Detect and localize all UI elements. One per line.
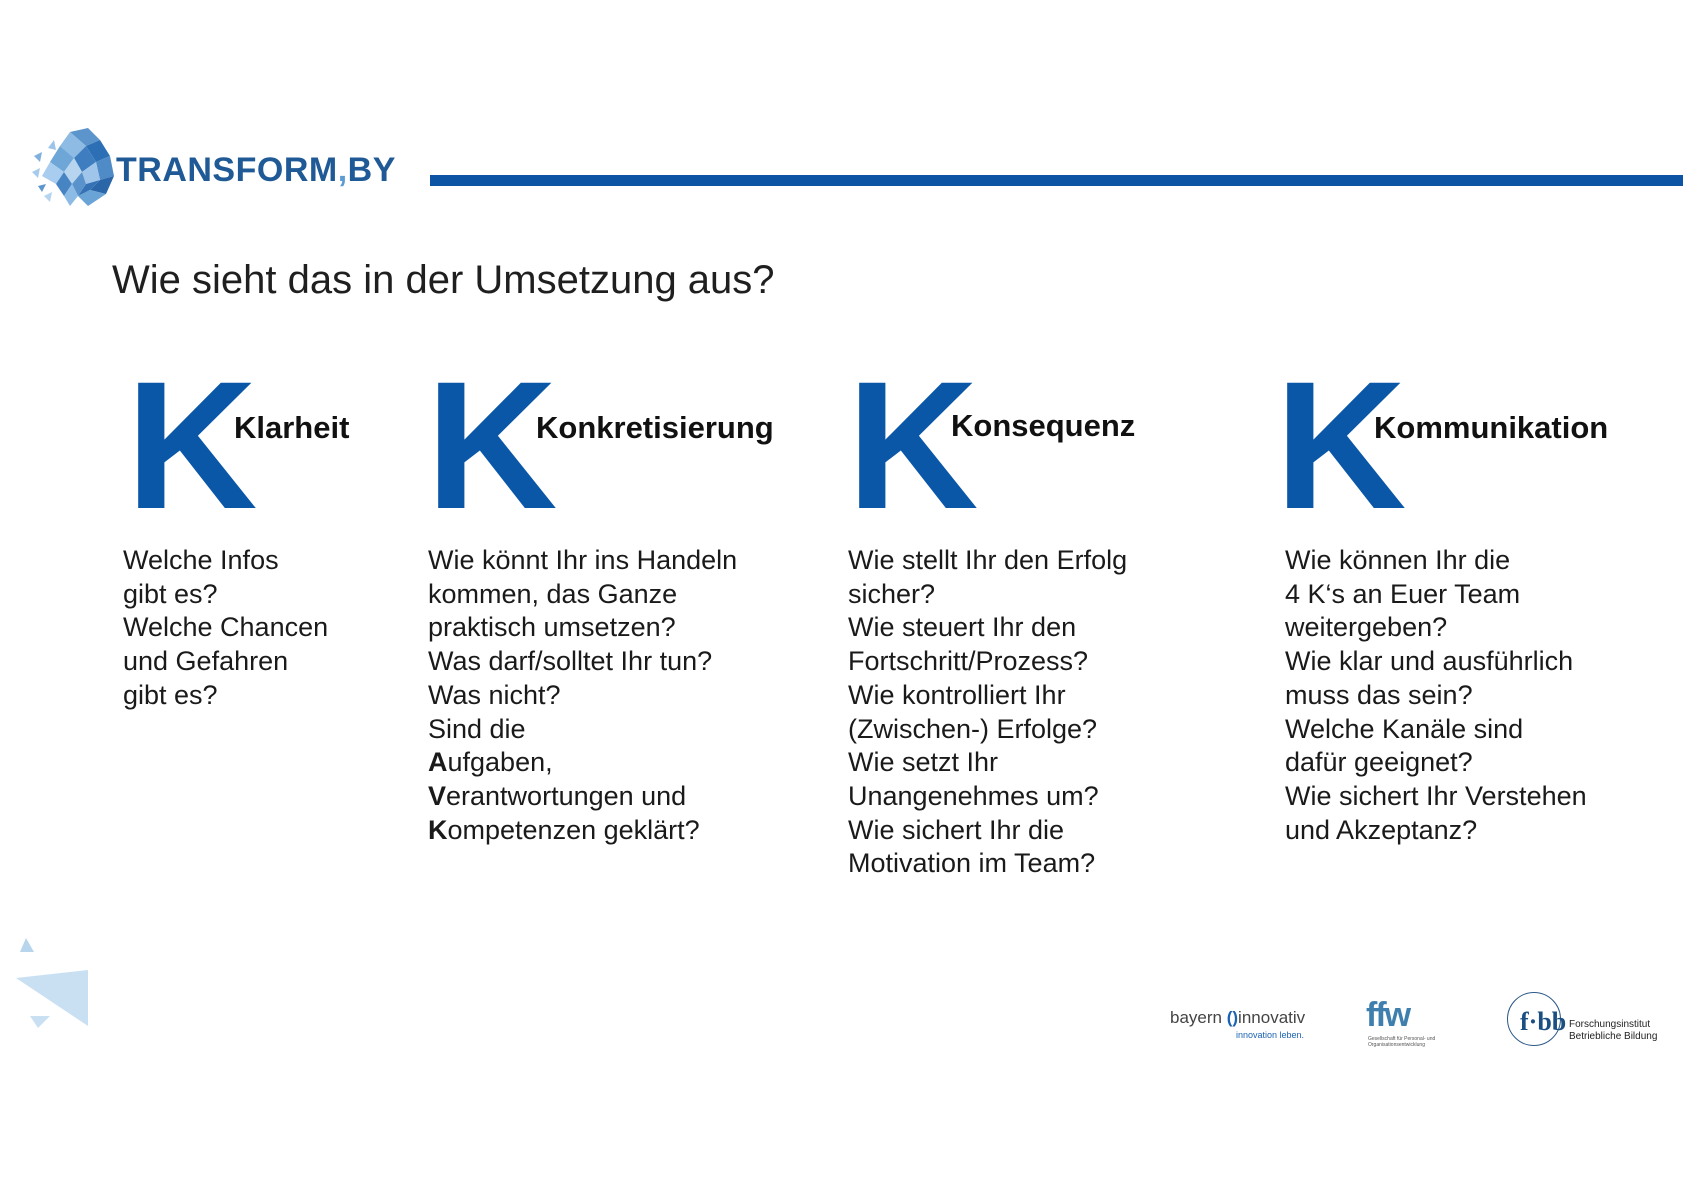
list-item: Verantwortungen und (428, 780, 687, 811)
list-item: sicher? (848, 578, 936, 609)
questions-konkretisierung (428, 544, 737, 847)
emphasis-initial: K (428, 814, 448, 845)
list-item: Wie können Ihr die (1285, 545, 1511, 575)
list-item: Kompetenzen geklärt? (428, 814, 700, 845)
list-item: Wie könnt Ihr ins Handeln (428, 545, 738, 575)
list-item: praktisch umsetzen? (428, 612, 676, 643)
k-letter: K (426, 343, 558, 547)
k-label-konsequenz: Konsequenz (951, 408, 1136, 443)
brain-network-icon (30, 126, 116, 210)
bracket-icon: () (1226, 1008, 1239, 1027)
fbb-logo: f·bb Forschungsinstitut Betriebliche Bildung (1507, 992, 1657, 1052)
decorative-triangles-icon (14, 936, 94, 1036)
list-item: Welche Chancen (123, 612, 329, 643)
list-item: Wie sichert Ihr die (848, 814, 1065, 845)
list-item: Sind die (428, 713, 526, 744)
list-item: und Gefahren (123, 646, 289, 677)
emphasis-initial: A (428, 747, 448, 778)
list-item: kommen, das Ganze (428, 578, 678, 609)
k-letter: K (1275, 343, 1407, 547)
list-item: Welche Infos (123, 545, 279, 575)
list-item: muss das sein? (1285, 679, 1473, 710)
emphasis-initial: V (428, 780, 447, 811)
page-title: Wie sieht das in der Umsetzung aus? (112, 258, 775, 302)
list-item: Was darf/solltet Ihr tun? (428, 646, 713, 677)
list-item: Motivation im Team? (848, 848, 1096, 879)
k-label-klarheit: Klarheit (234, 410, 350, 445)
transform-by-logo (30, 126, 420, 210)
list-item: Wie setzt Ihr (848, 747, 999, 778)
brand-wordmark: TRANSFORM,BY (116, 151, 396, 189)
list-item: Aufgaben, (428, 747, 553, 778)
list-item: gibt es? (123, 679, 218, 710)
list-item: Wie kontrolliert Ihr (848, 679, 1066, 710)
list-item: Wie klar und ausführlich (1285, 646, 1574, 677)
k-label-konkretisierung: Konkretisierung (536, 410, 774, 445)
list-item: weitergeben? (1285, 612, 1448, 643)
list-item: (Zwischen-) Erfolge? (848, 713, 1098, 744)
header-divider (430, 175, 1683, 186)
list-item: dafür geeignet? (1285, 747, 1473, 778)
list-item: 4 K‘s an Euer Team (1285, 578, 1521, 609)
ffw-logo: ffw Gesellschaft für Personal- und Organisationsentwicklung (1366, 996, 1436, 1048)
k-letter: K (126, 343, 258, 547)
list-item: und Akzeptanz? (1285, 814, 1478, 845)
list-item: Unangenehmes um? (848, 780, 1099, 811)
list-item: Fortschritt/Prozess? (848, 646, 1089, 677)
k-label-kommunikation: Kommunikation (1374, 410, 1609, 445)
list-item: Wie stellt Ihr den Erfolg (848, 545, 1128, 575)
partner-logos (1160, 990, 1660, 1060)
questions-klarheit (123, 544, 328, 713)
k-letter: K (847, 343, 979, 547)
list-item: gibt es? (123, 578, 218, 609)
list-item: Wie sichert Ihr Verstehen (1285, 780, 1587, 811)
list-item: Welche Kanäle sind (1285, 713, 1524, 744)
questions-kommunikation (1285, 544, 1587, 847)
bayern-innovativ-logo: bayern ()innovativ innovation leben. (1170, 1008, 1306, 1040)
list-item: Wie steuert Ihr den (848, 612, 1077, 643)
list-item: Was nicht? (428, 679, 561, 710)
questions-konsequenz (848, 544, 1127, 881)
